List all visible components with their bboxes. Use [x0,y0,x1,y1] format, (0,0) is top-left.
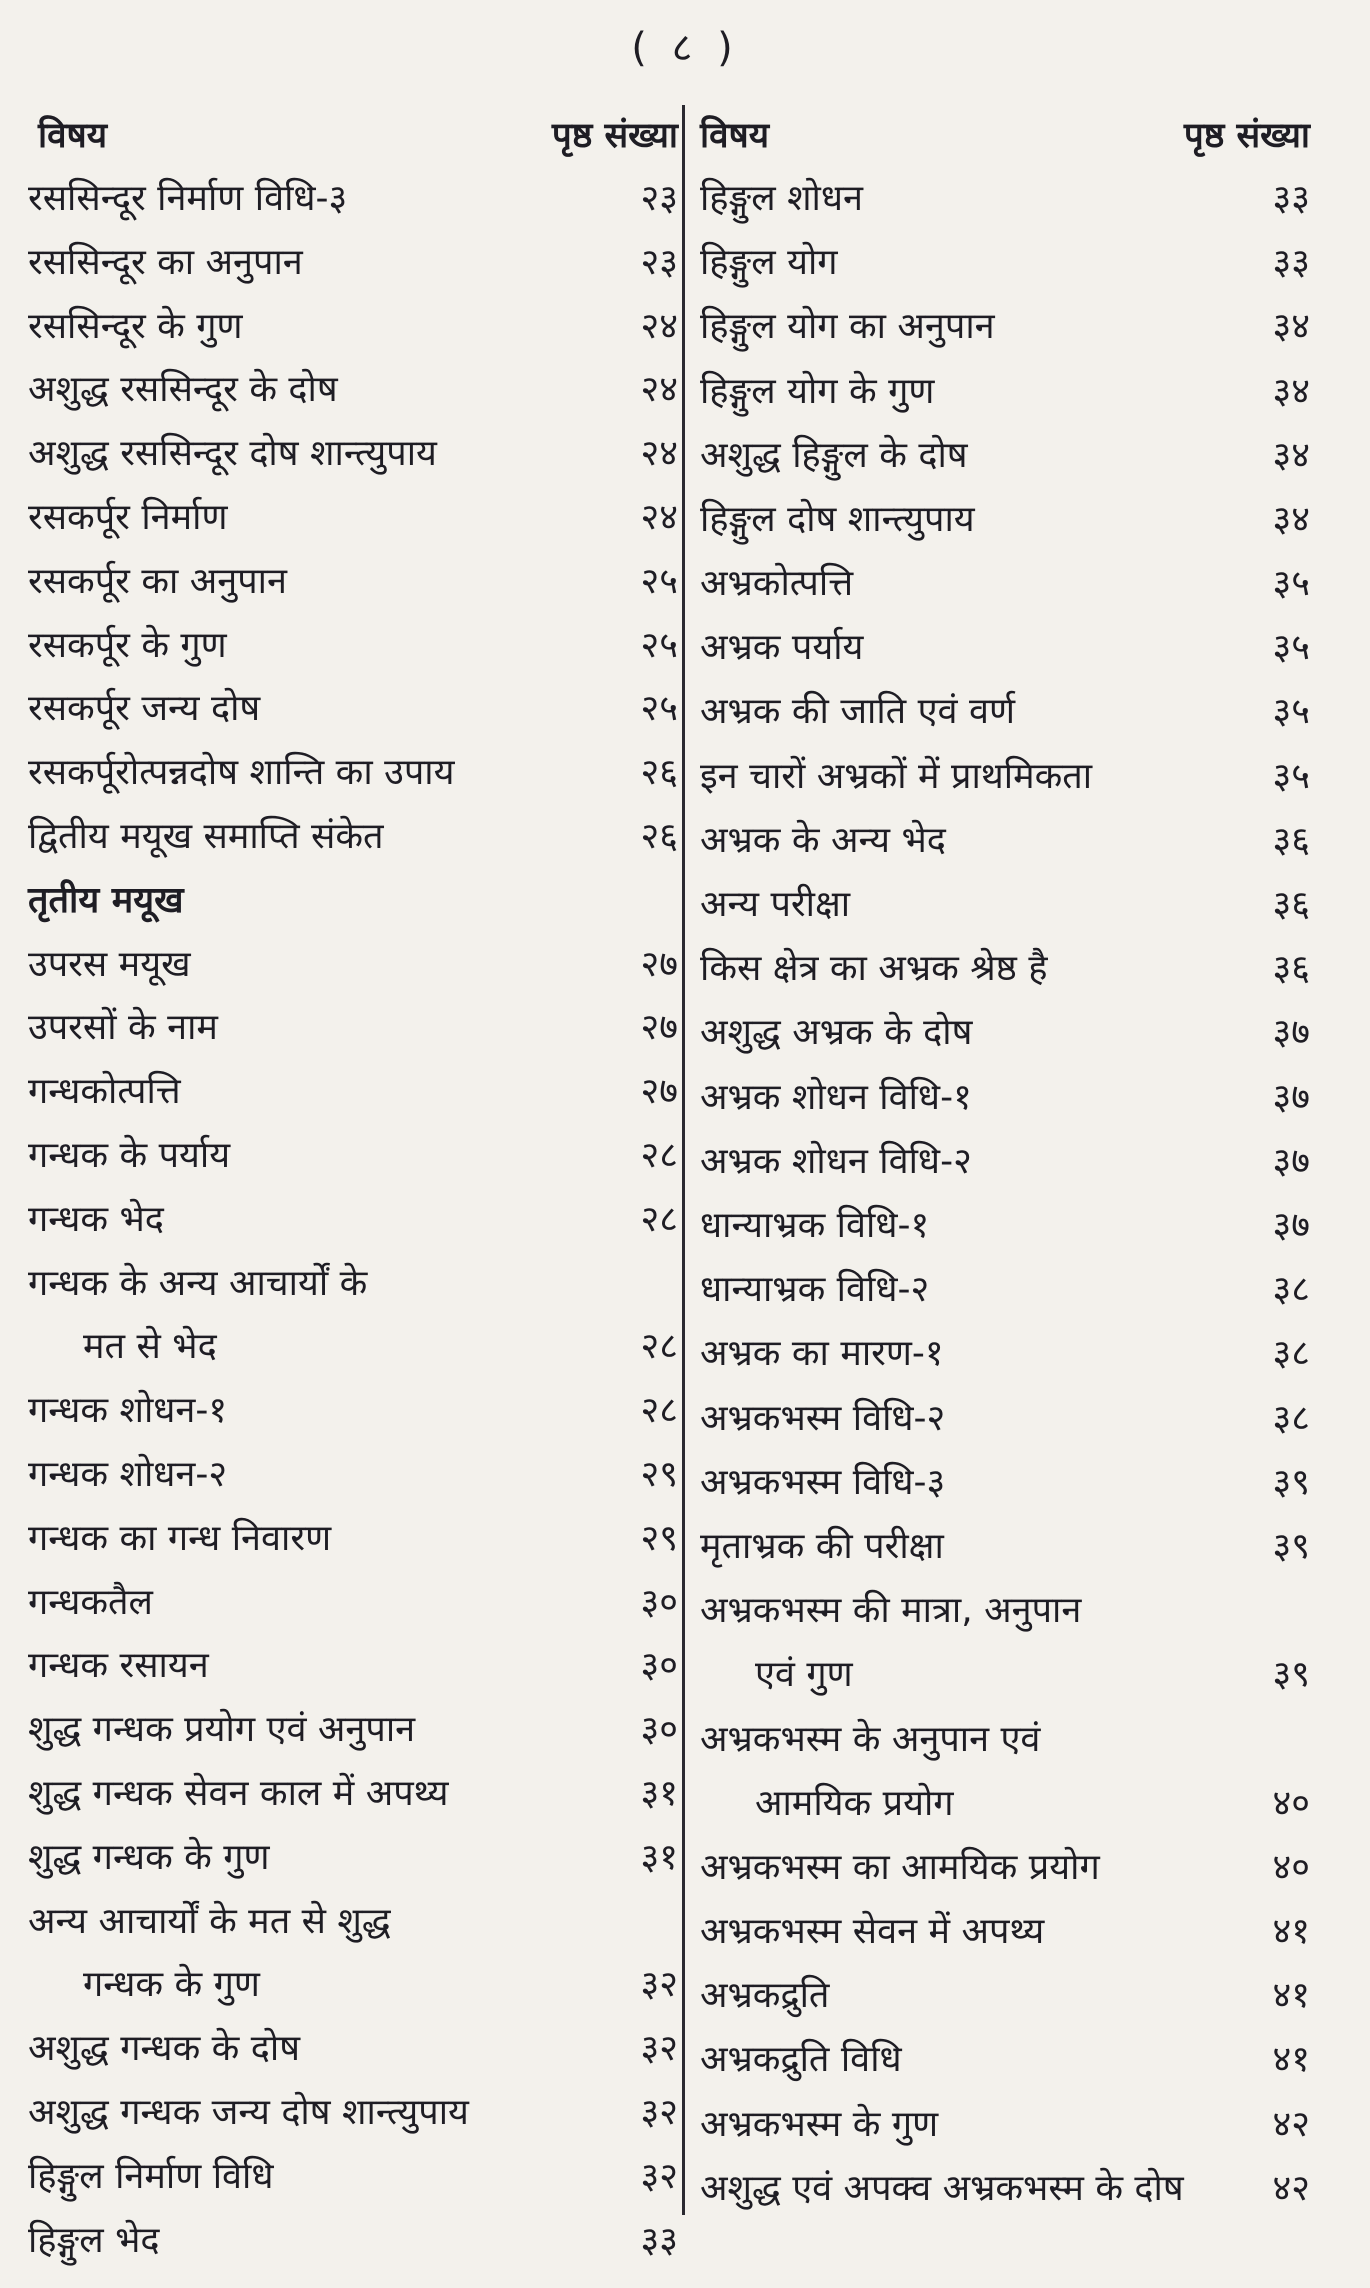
toc-entry [28,2081,678,2145]
toc-entry [28,1634,678,1698]
toc-entry-title-line: गन्धक भेद [28,1198,164,1240]
toc-entry-title-line: इन चारों अभ्रकों में प्राथमिकता [700,755,1093,797]
toc-entry [28,1890,678,2018]
left-entries [28,167,678,2272]
toc-entry-title-line: गन्धक शोधन-२ [28,1453,228,1495]
toc-entry [700,1258,1310,1322]
toc-entry [28,231,678,295]
toc-entry-page: २९ [640,1453,678,1495]
toc-entry-title [700,873,850,937]
toc-entry-title-line: अभ्रकभस्म की मात्रा, अनुपान [700,1590,1082,1632]
toc-entry [28,805,678,869]
toc-entry-page: ३४ [1272,434,1310,476]
toc-entry-title [700,1900,1044,1964]
toc-entry-title [28,741,454,805]
toc-entry-title [700,1194,929,1258]
toc-entry-page: ३२ [640,2155,678,2197]
toc-entry-title-line: अभ्रकद्रुति विधि [700,2039,902,2081]
toc-entry-title [700,1836,1100,1900]
toc-entry-page: ३० [640,1581,678,1623]
toc-entry-page: ३५ [1272,563,1310,605]
toc-entry [28,996,678,1060]
toc-entry-title-line: रससिन्दूर के गुण [28,305,243,347]
toc-entry-title [700,1515,944,1579]
toc-entry [700,1708,1310,1836]
toc-entry-page: ३४ [1272,306,1310,348]
toc-entry [28,869,678,933]
toc-entry-title-line: अन्य आचार्यों के मत से शुद्ध [28,1900,391,1942]
toc-entry-title-line: अन्य परीक्षा [700,884,851,926]
toc-entry-title [28,2081,469,2145]
column-divider [682,105,685,2215]
toc-entry-title-line: गन्धक के पर्याय [28,1134,231,1176]
toc-entry [28,1826,678,1890]
toc-entry-page: २४ [640,369,678,411]
toc-entry [700,1515,1310,1579]
toc-entry-title [700,1322,944,1386]
toc-entry-page: ३१ [640,1836,678,1878]
toc-entry-title-line: अभ्रकभस्म सेवन में अपथ्य [700,1911,1045,1953]
toc-entry [28,1762,678,1826]
toc-entry-title [28,295,243,359]
toc-entry-title-continuation: गन्धक के गुण [83,1964,260,2006]
toc-entry-page: ४१ [1272,1911,1310,1953]
toc-entry-title [28,358,338,422]
subject-heading: विषय [38,116,108,156]
toc-entry-title-line: हिङ्गुल दोष शान्त्युपाय [700,498,975,540]
toc-entry-title-line: अशुद्ध गन्धक के दोष [28,2028,301,2070]
toc-entry-title [700,745,1092,809]
toc-entry-page: २८ [640,1326,678,1368]
toc-entry-title-line: रसकर्पूरोत्पन्नदोष शान्ति का उपाय [28,752,455,794]
toc-entry-page: २५ [640,688,678,730]
toc-entry-title [700,360,934,424]
toc-entry-title-line: हिङ्गुल शोधन [700,177,864,219]
toc-entry-title-line: हिङ्गुल भेद [28,2219,160,2261]
toc-entry [700,745,1310,809]
toc-entry-page: ३५ [1272,691,1310,733]
toc-entry [28,1188,678,1252]
toc-entry-page: ३८ [1272,1269,1310,1311]
toc-entry-title-line: गन्धकतैल [28,1581,153,1623]
toc-entry-title [700,2093,938,2157]
toc-entry-title [28,1890,391,2018]
toc-entry [28,614,678,678]
toc-entry [700,2093,1310,2157]
toc-entry-title [28,869,184,933]
toc-entry-title [28,2145,274,2209]
page-count-heading: पृष्ठ संख्या [551,116,678,156]
toc-entry-title [28,1507,331,1571]
toc-entry [28,358,678,422]
toc-entry-page: २५ [640,560,678,602]
toc-entry [700,552,1310,616]
toc-entry-title-line: अभ्रक का मारण-१ [700,1333,944,1375]
toc-entry-page: ४२ [1272,2167,1310,2209]
toc-entry-title-line: रसकर्पूर निर्माण [28,496,228,538]
toc-entry-title [700,1579,1081,1707]
toc-entry [28,295,678,359]
toc-entry-title [28,2017,300,2081]
toc-entry-title [28,805,384,869]
toc-entry-page: २५ [640,624,678,666]
left-column-header [28,105,678,167]
toc-entry-title [28,550,287,614]
toc-entry [700,295,1310,359]
toc-entry-page: ३७ [1272,1140,1310,1182]
toc-entry-title [28,1379,227,1443]
toc-entry [700,488,1310,552]
toc-entry-title-line: अभ्रकभस्म के गुण [700,2103,939,2145]
toc-entry [28,1507,678,1571]
toc-entry-page: २७ [640,1071,678,1113]
toc-entry-title-continuation: एवं गुण [755,1654,853,1696]
toc-entry-title [28,1443,227,1507]
toc-entry-page: ३९ [1272,1654,1310,1696]
toc-entry [700,1194,1310,1258]
toc-entry [700,2157,1310,2221]
toc-entry-title-line: किस क्षेत्र का अभ्रक श्रेष्ठ है [700,948,1048,990]
toc-entry-title-line: अशुद्ध रससिन्दूर के दोष [28,369,338,411]
toc-entry-page: ३६ [1272,819,1310,861]
toc-entry-page: ३१ [640,1772,678,1814]
toc-entry-title-line: अभ्रकभस्म विधि-२ [700,1397,946,1439]
toc-entry-page: ३३ [640,2219,678,2261]
toc-entry-title [700,1001,972,1065]
toc-entry-title-continuation: मत से भेद [83,1326,217,1368]
toc-entry [28,1443,678,1507]
toc-entry-title-line: अशुद्ध गन्धक जन्य दोष शान्त्युपाय [28,2091,469,2133]
toc-entry-title [700,937,1047,1001]
toc-entry-title-line: अभ्रक शोधन विधि-१ [700,1076,972,1118]
toc-entry-title-line: हिङ्गुल योग का अनुपान [700,306,995,348]
toc-entry-title [28,167,347,231]
toc-entry-page: २३ [640,241,678,283]
toc-entry [28,486,678,550]
toc-entry-page: ३६ [1272,948,1310,990]
toc-entry-title-line: तृतीय मयूख [28,879,184,921]
toc-entry-page: ३८ [1272,1397,1310,1439]
toc-entry-page: २८ [640,1390,678,1432]
toc-entry-title-line: उपरसों के नाम [28,1007,218,1049]
toc-entry-title-line: अशुद्ध रससिन्दूर दोष शान्त्युपाय [28,433,437,475]
toc-entry-page: ३२ [640,2091,678,2133]
toc-entry [28,167,678,231]
toc-entry-title [28,231,303,295]
toc-entry-title-line: रसकर्पूर जन्य दोष [28,688,261,730]
toc-entry [28,2209,678,2273]
toc-entry-page: ३७ [1272,1076,1310,1118]
toc-entry-title [700,1258,929,1322]
toc-entry-title [28,1762,448,1826]
toc-entry-page: ३५ [1272,627,1310,669]
toc-entry-title [28,1060,181,1124]
toc-entry-title-line: रसकर्पूर के गुण [28,624,227,666]
toc-entry [700,809,1310,873]
toc-entry-page: ३७ [1272,1012,1310,1054]
right-entries [700,167,1310,2221]
toc-entry [28,2017,678,2081]
toc-entry-page: २९ [640,1517,678,1559]
toc-entry [700,167,1310,231]
toc-entry-title-line: अभ्रकोत्पत्ति [700,563,854,605]
toc-entry-title-line: रससिन्दूर का अनुपान [28,241,303,283]
toc-entry [28,422,678,486]
toc-entry [28,1379,678,1443]
toc-entry [28,1060,678,1124]
toc-entry-page: ३७ [1272,1204,1310,1246]
toc-entry [700,1964,1310,2028]
toc-entry-page: ३८ [1272,1333,1310,1375]
toc-entry-title-line: अभ्रकभस्म के अनुपान एवं [700,1718,1041,1760]
toc-entry [700,1001,1310,1065]
toc-entry [700,424,1310,488]
toc-entry-page: २३ [640,178,678,219]
toc-entry-title-line: द्वितीय मयूख समाप्ति संकेत [28,815,384,857]
toc-entry-title [700,295,995,359]
toc-entry-page: ३४ [1272,498,1310,540]
toc-entry-title [28,486,228,550]
toc-entry [28,677,678,741]
toc-entry-title-line: गन्धक शोधन-१ [28,1390,228,1432]
toc-entry-page: ४१ [1272,1975,1310,2017]
toc-entry [28,1124,678,1188]
toc-entry-page: ४२ [1272,2103,1310,2145]
toc-entry-title-line: गन्धकोत्पत्ति [28,1071,181,1113]
toc-entry-page: २८ [640,1198,678,1240]
toc-entry-title [700,680,1015,744]
toc-entry-title-line: गन्धक का गन्ध निवारण [28,1517,332,1559]
toc-entry [700,616,1310,680]
toc-entry-page: ३४ [1272,370,1310,412]
toc-entry-page: ३६ [1272,884,1310,926]
toc-entry-title-line: शुद्ध गन्धक प्रयोग एवं अनुपान [28,1709,416,1751]
toc-entry-page: २६ [640,815,678,857]
toc-entry-title [700,424,968,488]
right-column [700,105,1310,2221]
toc-entry-title-line: अभ्रकद्रुति [700,1975,830,2017]
toc-entry-title [700,231,838,295]
toc-entry-title-line: शुद्ध गन्धक के गुण [28,1836,270,1878]
toc-entry [700,1900,1310,1964]
toc-entry [700,1130,1310,1194]
page-count-heading: पृष्ठ संख्या [1183,116,1310,156]
toc-entry-title [28,1124,230,1188]
toc-entry-page: ४० [1272,1782,1310,1824]
toc-entry-page: ३३ [1272,242,1310,284]
toc-entry-title-line: अभ्रक पर्याय [700,627,864,669]
toc-entry-page: ३९ [1272,1525,1310,1567]
toc-entry-page: २६ [640,752,678,794]
toc-entry-title-line: अशुद्ध अभ्रक के दोष [700,1012,973,1054]
toc-entry-page: ३२ [640,1964,678,2006]
toc-entry-title [700,1387,945,1451]
toc-entry-title-line: गन्धक के अन्य आचार्यों के [28,1262,368,1304]
toc-entry [700,1836,1310,1900]
toc-entry [28,550,678,614]
toc-entry-page: २८ [640,1134,678,1176]
toc-entry-title [700,2028,902,2092]
toc-entry-title-line: अभ्रकभस्म का आमयिक प्रयोग [700,1846,1100,1888]
toc-entry-title [28,1188,164,1252]
toc-entry-title [28,1571,153,1635]
toc-entry-title-line: अशुद्ध एवं अपक्व अभ्रकभस्म के दोष [700,2167,1184,2209]
toc-entry [700,1066,1310,1130]
toc-entry [700,681,1310,745]
toc-entry-title [700,552,853,616]
toc-entry [700,360,1310,424]
toc-entry-page: ४० [1272,1846,1310,1888]
toc-entry-title-line: धान्याभ्रक विधि-१ [700,1204,930,1246]
toc-entry-title-line: रससिन्दूर निर्माण विधि-३ [28,178,348,219]
toc-entry [700,1579,1310,1707]
right-column-header [700,105,1310,167]
page-number: ( ८ ) [631,25,739,71]
toc-entry-page: २४ [640,433,678,475]
toc-entry-title-line: अभ्रकभस्म विधि-३ [700,1461,946,1503]
toc-entry-title [700,1066,972,1130]
toc-entry-page: ३३ [1272,177,1310,219]
toc-entry-title [28,1698,415,1762]
toc-entry-title-line: शुद्ध गन्धक सेवन काल में अपथ्य [28,1772,449,1814]
toc-entry-title-continuation: आमयिक प्रयोग [755,1782,954,1824]
toc-entry-page: ३० [640,1709,678,1751]
toc-entry-title-line: उपरस मयूख [28,943,191,985]
toc-entry [700,231,1310,295]
toc-entry-title-line: अशुद्ध हिङ्गुल के दोष [700,434,968,476]
toc-entry-title-line: मृताभ्रक की परीक्षा [700,1525,944,1567]
toc-entry-page: ३९ [1272,1461,1310,1503]
toc-entry-title [700,1451,945,1515]
toc-entry-page: २७ [640,943,678,985]
toc-entry [700,2028,1310,2092]
toc-entry-title [700,616,863,680]
toc-entry-title-line: गन्धक रसायन [28,1645,209,1687]
toc-entry-page: २७ [640,1007,678,1049]
toc-entry-title-line: अभ्रक शोधन विधि-२ [700,1140,972,1182]
toc-entry-title-line: हिङ्गुल योग [700,242,838,284]
toc-entry [28,1252,678,1380]
toc-entry-title [700,488,975,552]
toc-entry [700,1387,1310,1451]
toc-entry-page: ३० [640,1645,678,1687]
toc-entry-title [700,1964,829,2028]
toc-entry-title-line: धान्याभ्रक विधि-२ [700,1269,930,1311]
toc-entry-title [28,996,218,1060]
toc-entry-title [700,809,946,873]
toc-entry [700,1451,1310,1515]
toc-entry-title [28,2209,160,2273]
toc-entry-title [700,1708,1040,1836]
toc-entry [700,937,1310,1001]
toc-entry-title-line: अभ्रक के अन्य भेद [700,819,946,861]
toc-entry [28,1698,678,1762]
toc-entry-title [28,1634,209,1698]
toc-entry-title [700,2157,1184,2221]
toc-entry [28,1571,678,1635]
toc-entry-title [28,1252,367,1380]
toc-entry-page: २४ [640,305,678,347]
toc-entry [28,2145,678,2209]
subject-heading: विषय [700,116,770,156]
toc-entry [28,933,678,997]
left-column [28,105,678,2272]
toc-entry-title-line: अभ्रक की जाति एवं वर्ण [700,691,1016,733]
toc-entry-title [28,614,227,678]
toc-entry-title-line: हिङ्गुल योग के गुण [700,370,935,412]
toc-entry-title [700,167,863,231]
toc-entry-page: ३२ [640,2028,678,2070]
toc-entry-title [28,1826,270,1890]
toc-entry-title [28,422,437,486]
toc-entry [700,873,1310,937]
toc-entry-page: ४१ [1272,2039,1310,2081]
toc-entry-title-line: रसकर्पूर का अनुपान [28,560,287,602]
toc-entry-title [700,1130,972,1194]
toc-entry-page: २४ [640,496,678,538]
toc-entry [700,1322,1310,1386]
toc-entry-title [28,677,260,741]
toc-entry-title-line: हिङ्गुल निर्माण विधि [28,2155,274,2197]
toc-entry [28,741,678,805]
toc-entry-page: ३५ [1272,755,1310,797]
toc-entry-title [28,933,191,997]
